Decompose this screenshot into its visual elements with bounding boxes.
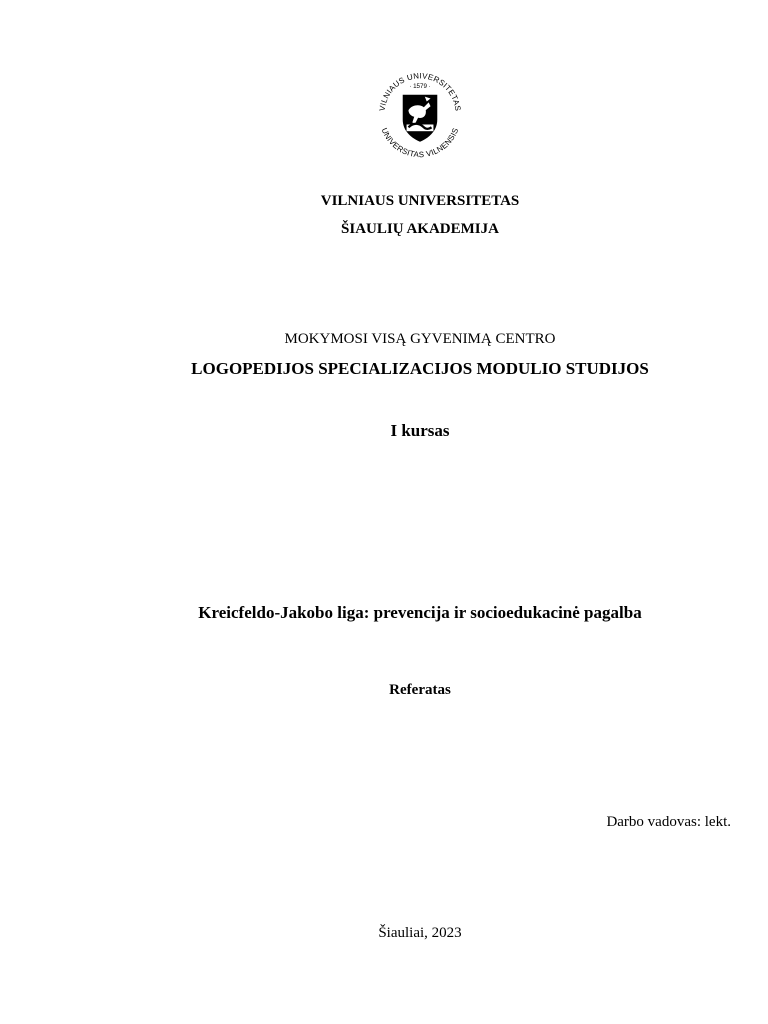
seal-top-text: VILNIAUS UNIVERSITETAS <box>377 71 463 112</box>
university-seal-icon <box>372 64 468 160</box>
paper-topic: Kreicfeldo-Jakobo liga: prevencija ir socioedukacinė pagalba <box>198 603 642 622</box>
place-and-year: Šiauliai, 2023 <box>378 925 462 941</box>
seal-bottom-text: UNIVERSITAS VILNENSIS <box>379 126 461 160</box>
center-name: MOKYMOSI VISĄ GYVENIMĄ CENTRO <box>284 331 556 347</box>
academy-name: ŠIAULIŲ AKADEMIJA <box>341 221 499 237</box>
university-name: VILNIAUS UNIVERSITETAS <box>320 193 520 209</box>
supervisor-line: Darbo vadovas: lekt. <box>606 814 731 830</box>
course-label: I kursas <box>390 421 450 440</box>
seal-year: 1579 <box>413 83 427 90</box>
work-type: Referatas <box>389 682 451 698</box>
program-title: LOGOPEDIJOS SPECIALIZACIJOS MODULIO STUDIJOS <box>191 359 649 378</box>
svg-text:· 1579 ·: · 1579 · <box>409 83 431 90</box>
